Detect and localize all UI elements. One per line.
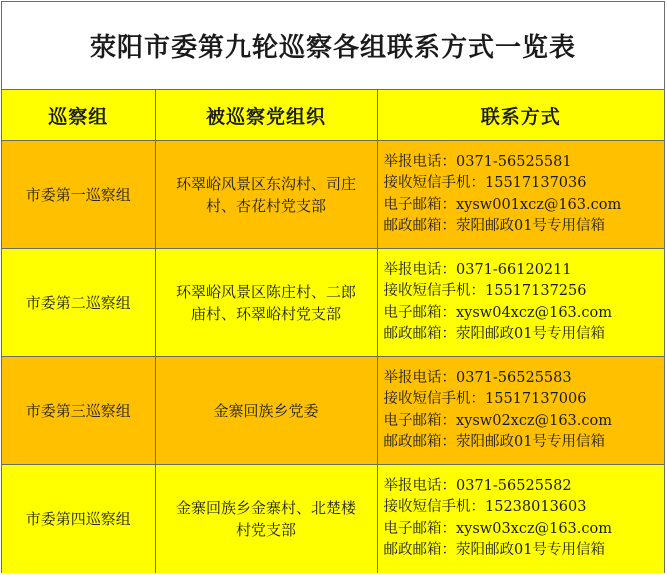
postal-mailbox: 邮政邮箱：荥阳邮政01号专用信箱 <box>383 218 605 234</box>
table-header-row <box>2 90 664 141</box>
header-inspection-group: 巡察组 <box>2 90 155 141</box>
group-cell: 市委第二巡察组 <box>2 249 155 357</box>
party-org-line: 环翠峪风景区东沟村、司庄 <box>175 174 356 193</box>
table-row <box>2 357 664 465</box>
contact-table <box>2 90 664 573</box>
contact-cell <box>377 465 664 573</box>
header-inspected-party-org: 被巡察党组织 <box>155 90 377 141</box>
table-row <box>2 249 664 357</box>
party-org-line: 金寨回族乡党委 <box>213 401 319 420</box>
party-org-cell <box>155 249 377 357</box>
postal-mailbox: 邮政邮箱：荥阳邮政01号专用信箱 <box>383 434 605 450</box>
table-row <box>2 465 664 573</box>
party-org-line: 村党支部 <box>235 520 296 539</box>
group-cell: 市委第三巡察组 <box>2 357 155 465</box>
party-org-line: 庙村、环翠峪村党支部 <box>190 304 341 323</box>
party-org-line: 村、杏花村党支部 <box>205 196 326 215</box>
contact-cell <box>377 141 664 249</box>
sms-mobile: 接收短信手机：15517137006 <box>383 391 587 407</box>
group-cell: 市委第一巡察组 <box>2 141 155 249</box>
header-contact-method: 联系方式 <box>377 90 664 141</box>
report-phone: 举报电话：0371-56525582 <box>383 477 572 494</box>
party-org-cell <box>155 465 377 573</box>
contact-table-sheet <box>1 1 665 573</box>
postal-mailbox: 邮政邮箱：荥阳邮政01号专用信箱 <box>383 326 605 342</box>
page-title: 荥阳市委第九轮巡察各组联系方式一览表 <box>2 2 664 90</box>
postal-mailbox: 邮政邮箱：荥阳邮政01号专用信箱 <box>383 542 605 559</box>
report-phone: 举报电话：0371-56525581 <box>383 153 572 170</box>
group-cell: 市委第四巡察组 <box>2 465 155 573</box>
party-org-line: 环翠峪风景区陈庄村、二郎 <box>175 282 356 301</box>
table-row <box>2 141 664 249</box>
sms-mobile: 接收短信手机：15517137036 <box>383 175 587 191</box>
sms-mobile: 接收短信手机：15517137256 <box>383 283 587 299</box>
sms-mobile: 接收短信手机：15238013603 <box>383 499 587 516</box>
party-org-cell <box>155 141 377 249</box>
email-address: 电子邮箱：xysw04xcz@163.com <box>383 304 612 321</box>
report-phone: 举报电话：0371-56525583 <box>383 369 572 386</box>
contact-cell <box>377 249 664 357</box>
email-address: 电子邮箱：xysw02xcz@163.com <box>383 412 612 429</box>
party-org-cell <box>155 357 377 465</box>
email-address: 电子邮箱：xysw001xcz@163.com <box>383 196 622 213</box>
report-phone: 举报电话：0371-66120211 <box>383 261 572 278</box>
contact-cell <box>377 357 664 465</box>
party-org-line: 金寨回族乡金寨村、北楚楼 <box>175 498 356 517</box>
email-address: 电子邮箱：xysw03xcz@163.com <box>383 520 612 537</box>
